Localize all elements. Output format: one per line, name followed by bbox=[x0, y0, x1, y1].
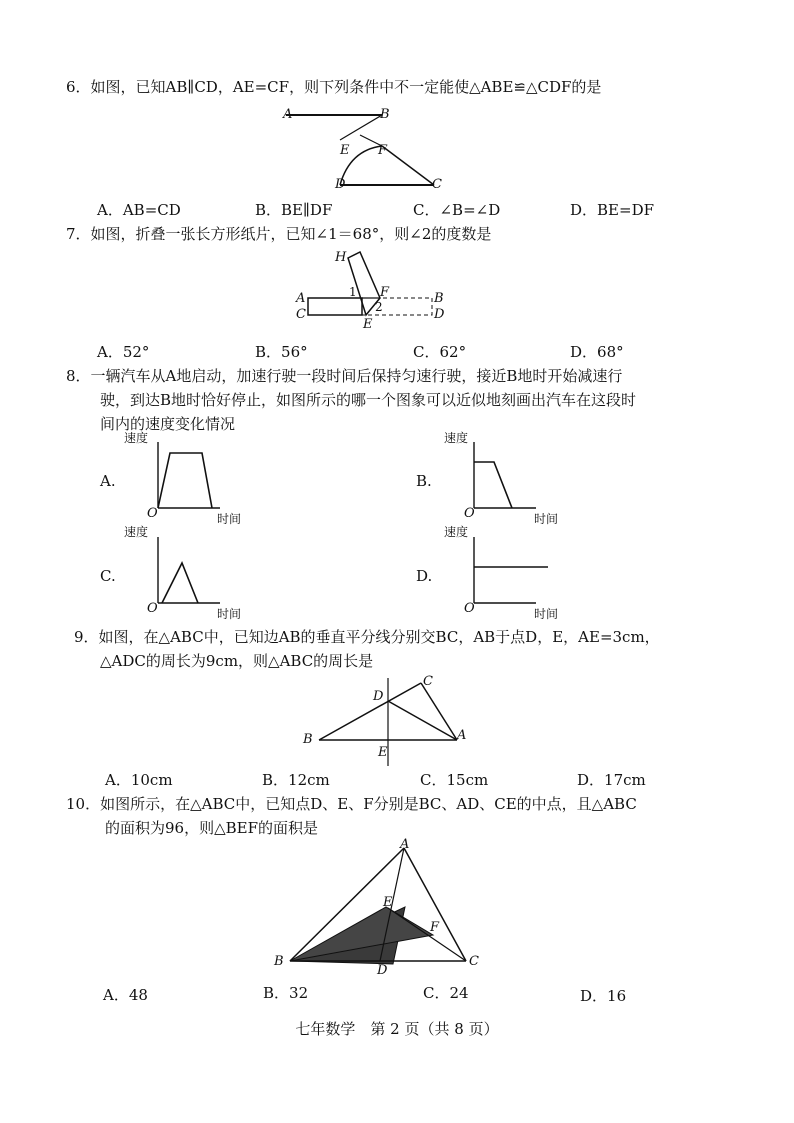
q7-angle-1: 1 bbox=[349, 285, 357, 299]
q8-d-axis-x: 时间 bbox=[534, 607, 559, 621]
q9-label-c: C bbox=[423, 674, 433, 689]
q10-label-d: D bbox=[377, 963, 388, 978]
q8-c-axis-y: 速度 bbox=[124, 525, 149, 539]
q9-option-d: D．17cm bbox=[577, 771, 646, 789]
q7-figure bbox=[300, 248, 450, 328]
q9-option-b: B．12cm bbox=[262, 771, 330, 789]
q10-label-c: C bbox=[469, 954, 479, 969]
q7-option-d: D．68° bbox=[570, 343, 624, 361]
q8-option-b: B. bbox=[416, 472, 432, 490]
q10-option-a: A．48 bbox=[103, 986, 148, 1004]
q7-option-c: C．62° bbox=[413, 343, 467, 361]
q6-option-c: C．∠B=∠D bbox=[413, 201, 501, 219]
q8-graph-d bbox=[466, 535, 566, 610]
q8-b-axis-y: 速度 bbox=[444, 431, 469, 445]
q10-label-b: B bbox=[274, 954, 284, 969]
q9-option-a: A．10cm bbox=[105, 771, 173, 789]
q9-label-e: E bbox=[378, 745, 388, 760]
q10-stem-line2: 的面积为96，则△BEF的面积是 bbox=[105, 819, 319, 837]
page-footer: 七年数学 第 2 页（共 8 页） bbox=[295, 1020, 499, 1038]
q10-figure bbox=[280, 837, 480, 970]
q7-label-e: E bbox=[363, 317, 373, 332]
q8-d-axis-y: 速度 bbox=[444, 525, 469, 539]
q8-stem-line1: 8．一辆汽车从A地启动，加速行驶一段时间后保持匀速行驶，接近B地时开始减速行 bbox=[66, 367, 623, 385]
q9-label-d: D bbox=[373, 689, 384, 704]
q8-b-origin: O bbox=[464, 506, 475, 521]
q6-label-d: D bbox=[335, 177, 346, 192]
q10-label-e: E bbox=[383, 895, 393, 910]
q10-stem-line1: 10．如图所示，在△ABC中，已知点D、E、F分别是BC、AD、CE的中点，且△ABC bbox=[66, 795, 637, 813]
q6-option-d: D．BE=DF bbox=[570, 201, 655, 219]
q6-stem: 6．如图，已知AB∥CD，AE=CF，则下列条件中不一定能使△ABE≌△CDF的是 bbox=[66, 78, 602, 96]
q8-c-axis-x: 时间 bbox=[217, 607, 242, 621]
q9-label-a: A bbox=[457, 728, 467, 743]
q6-label-e: E bbox=[340, 143, 350, 158]
q8-a-axis-y: 速度 bbox=[124, 431, 149, 445]
q8-stem-line3: 间内的速度变化情况 bbox=[100, 415, 236, 433]
q7-angle-2: 2 bbox=[375, 300, 383, 314]
q8-graph-c bbox=[150, 535, 250, 610]
q9-stem-line2: △ADC的周长为9cm，则△ABC的周长是 bbox=[100, 652, 374, 670]
q6-option-a: A．AB=CD bbox=[97, 201, 181, 219]
q9-label-b: B bbox=[303, 732, 313, 747]
q8-d-origin: O bbox=[464, 601, 475, 616]
q8-graph-b bbox=[466, 440, 566, 515]
q7-stem: 7．如图，折叠一张长方形纸片，已知∠1＝68°，则∠2的度数是 bbox=[66, 225, 492, 243]
q8-option-a: A. bbox=[100, 472, 116, 490]
q8-graph-a bbox=[150, 440, 250, 515]
q10-option-c: C．24 bbox=[423, 984, 469, 1002]
q7-option-a: A．52° bbox=[97, 343, 150, 361]
q6-label-c: C bbox=[432, 177, 442, 192]
q9-stem-line1: 9．如图，在△ABC中，已知边AB的垂直平分线分别交BC，AB于点D，E，AE=3cm， bbox=[74, 628, 660, 646]
q7-label-h: H bbox=[335, 250, 347, 265]
q7-option-b: B．56° bbox=[255, 343, 308, 361]
q6-option-b: B．BE∥DF bbox=[255, 201, 333, 219]
q7-label-c: C bbox=[296, 307, 306, 322]
q8-a-origin: O bbox=[147, 506, 158, 521]
q8-stem-line2: 驶，到达B地时恰好停止，如图所示的哪一个图象可以近似地刻画出汽车在这段时 bbox=[100, 391, 637, 409]
q10-label-a: A bbox=[400, 837, 410, 852]
q8-b-axis-x: 时间 bbox=[534, 512, 559, 526]
q8-option-c: C. bbox=[100, 567, 116, 585]
q7-label-f: F bbox=[380, 285, 390, 300]
q7-label-b: B bbox=[434, 291, 444, 306]
q7-label-a: A bbox=[296, 291, 306, 306]
q8-c-origin: O bbox=[147, 601, 158, 616]
q6-label-b: B bbox=[380, 107, 390, 122]
q10-label-f: F bbox=[430, 920, 440, 935]
q10-option-d: D．16 bbox=[580, 987, 627, 1005]
q10-option-b: B．32 bbox=[263, 984, 309, 1002]
q8-a-axis-x: 时间 bbox=[217, 512, 242, 526]
q7-label-d: D bbox=[434, 307, 445, 322]
q8-option-d: D. bbox=[416, 567, 433, 585]
q6-label-a: A bbox=[283, 107, 293, 122]
q9-option-c: C．15cm bbox=[420, 771, 489, 789]
q6-label-f: F bbox=[378, 143, 388, 158]
